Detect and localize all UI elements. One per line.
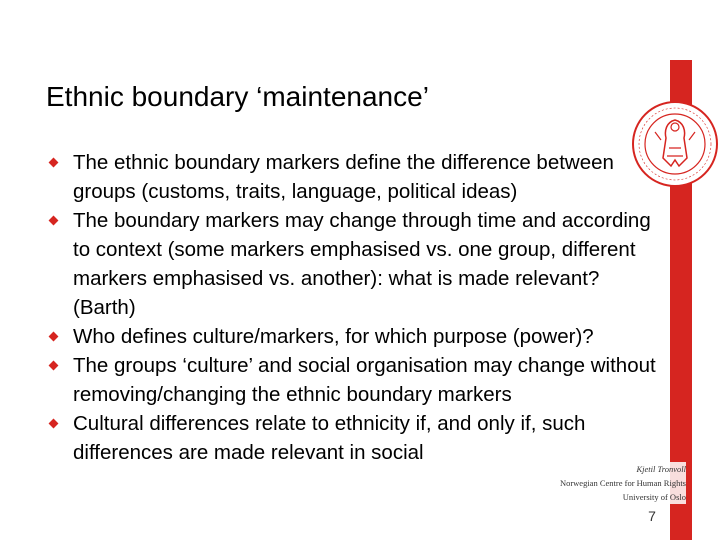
diamond-bullet-icon [49,361,59,371]
slide-title: Ethnic boundary ‘maintenance’ [46,81,429,112]
author-block [556,462,686,504]
diamond-bullet-icon [49,158,59,168]
author-university: University of Oslo [622,492,686,502]
bullet-item [48,322,658,351]
bullet-text: The groups ‘culture’ and social organisation may change without removing/changing the ethnic boundary markers [73,354,656,406]
diamond-bullet-icon [49,419,59,429]
bullet-text: The ethnic boundary markers define the difference between groups (customs, traits, language, political ideas) [73,151,614,203]
bullet-item [48,409,658,467]
bullet-text: Cultural differences relate to ethnicity if, and only if, such differences are made relevant in social [73,412,586,464]
diamond-bullet-icon [49,216,59,226]
diamond-bullet-icon [49,332,59,342]
bullet-text: The boundary markers may change through time and according to context (some markers emphasised vs. one group, different markers emphasised vs. another): what is made relevant? (Barth) [73,209,651,319]
author-centre: Norwegian Centre for Human Rights [559,478,686,488]
bullet-item [48,148,658,206]
author-name: Kjetil Tronvoll [636,464,686,474]
bullet-list [48,148,658,467]
bullet-item [48,206,658,322]
bullet-item [48,351,658,409]
page-number: 7 [648,508,656,524]
bullet-text: Who defines culture/markers, for which purpose (power)? [73,325,594,348]
